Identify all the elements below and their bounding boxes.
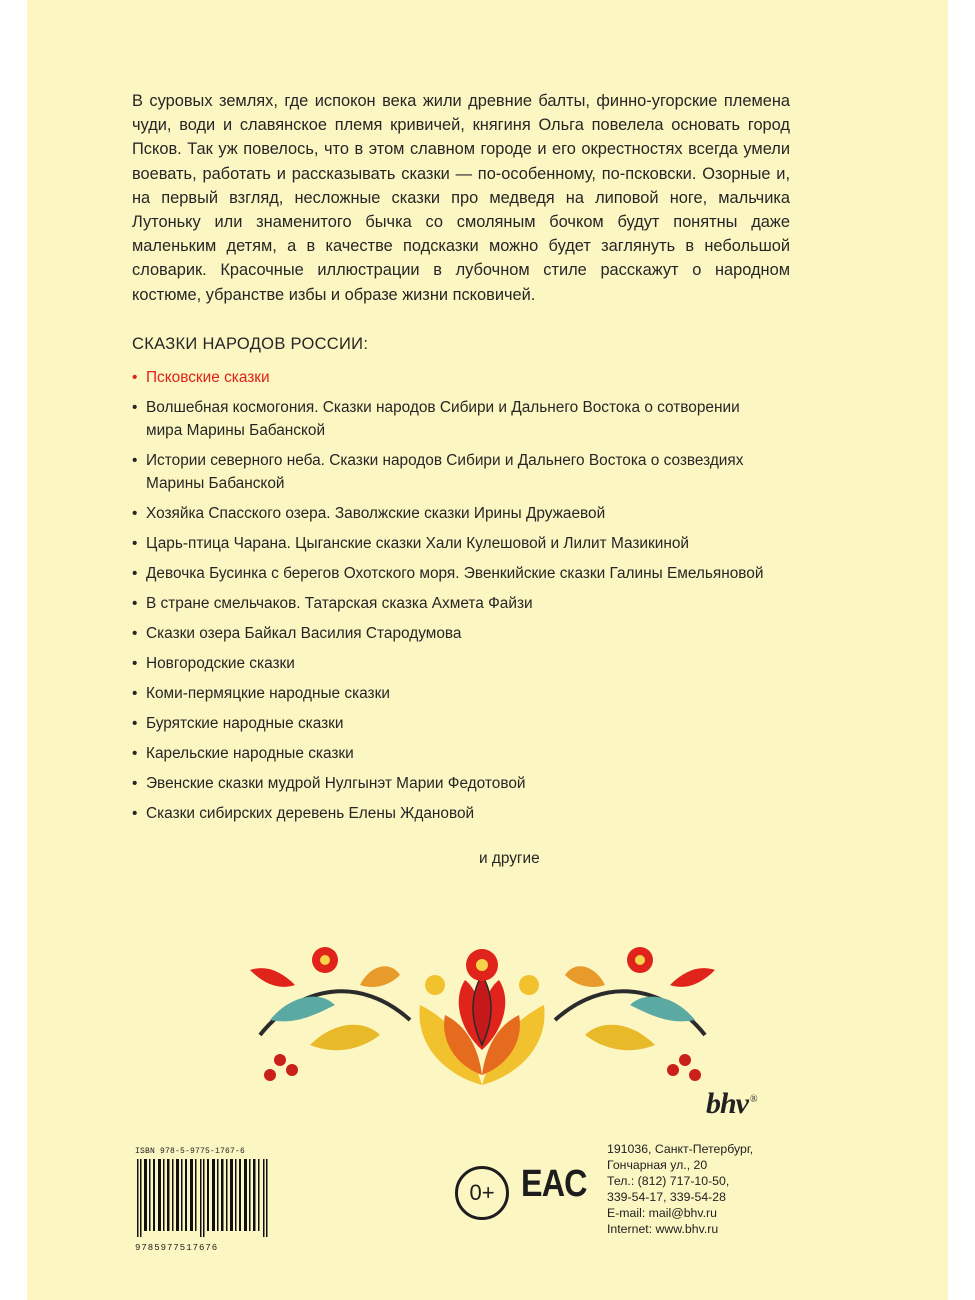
bullet: • bbox=[132, 745, 138, 762]
list-item bbox=[132, 652, 772, 675]
list-item-text: Царь-птица Чарана. Цыганские сказки Хали Кулешовой и Лилит Мазикиной bbox=[146, 535, 690, 552]
bullet: • bbox=[132, 399, 138, 416]
publisher-logo bbox=[706, 1087, 757, 1121]
bullet: • bbox=[132, 505, 138, 522]
list-item bbox=[132, 802, 772, 825]
list-item-text: Эвенские сказки мудрой Нулгынэт Марии Федотовой bbox=[146, 775, 526, 792]
logo-text: bhv bbox=[706, 1087, 748, 1120]
barcode-icon bbox=[135, 1159, 270, 1237]
phone-line: Тел.: (812) 717-10-50, bbox=[607, 1174, 730, 1189]
list-item bbox=[132, 772, 772, 795]
list-item bbox=[132, 502, 772, 525]
bullet: • bbox=[132, 625, 138, 642]
list-item bbox=[132, 532, 772, 555]
bullet: • bbox=[132, 775, 138, 792]
bullet: • bbox=[132, 535, 138, 552]
list-item-text: Новгородские сказки bbox=[146, 655, 295, 672]
list-item bbox=[132, 449, 772, 495]
eac-mark-icon: EAC bbox=[521, 1163, 587, 1205]
annotation-paragraph: В суровых землях, где испокон века жили древние балты, финно-угорские племена чуди, води и славянское племя кривичей, княгиня Ольга повелела основать город Псков. Так уж повелось, что в этом славном городе и его окрестностях всегда умели воевать, работать и рассказывать сказки — по-особенному, по-псковски. Озорные и, на первый взгляд, несложные сказки про медведя на липовой ноге, мальчика Лутоньку или знаменитого бычка со смоляным бочком будут понятны даже маленьким детям, а в качестве подсказки можно будет заглянуть в небольшой словарик. Красочные иллюстрации в лубочном стиле расскажут о народном костюме, убранстве избы и образе жизни псковичей. bbox=[132, 92, 790, 304]
publisher-contacts bbox=[607, 1141, 753, 1238]
list-item bbox=[132, 622, 772, 645]
address-line: 191036, Санкт-Петербург, bbox=[607, 1142, 754, 1156]
list-item-text: Бурятские народные сказки bbox=[146, 715, 344, 732]
annotation-text bbox=[132, 89, 790, 307]
bullet: • bbox=[132, 595, 138, 612]
bullet: • bbox=[132, 655, 138, 672]
folk-ornament-icon bbox=[240, 925, 725, 1090]
email-line: E-mail: mail@bhv.ru bbox=[607, 1206, 717, 1221]
list-item bbox=[132, 682, 772, 705]
list-item bbox=[132, 712, 772, 735]
address-line: Гончарная ул., 20 bbox=[607, 1158, 708, 1173]
list-item-text: Истории северного неба. Сказки народов Сибири и Дальнего Востока о созвездиях Марины Бабанской bbox=[146, 452, 744, 492]
bullet: • bbox=[132, 685, 138, 702]
and-others-text: и другие bbox=[479, 850, 540, 867]
bullet: • bbox=[132, 369, 138, 386]
age-rating-badge: 0+ bbox=[455, 1166, 509, 1220]
list-item bbox=[132, 742, 772, 765]
series-list bbox=[132, 366, 772, 832]
list-item-text: Девочка Бусинка с берегов Охотского моря. Эвенкийские сказки Галины Емельяновой bbox=[146, 565, 764, 582]
list-item bbox=[132, 562, 772, 585]
barcode-digits: 9785977517676 bbox=[135, 1243, 219, 1253]
list-item-text: Карельские народные сказки bbox=[146, 745, 354, 762]
list-item bbox=[132, 592, 772, 615]
list-item bbox=[132, 396, 772, 442]
bullet: • bbox=[132, 452, 138, 469]
bullet: • bbox=[132, 715, 138, 732]
list-item-text: В стране смельчаков. Татарская сказка Ахмета Файзи bbox=[146, 595, 533, 612]
website-line: Internet: www.bhv.ru bbox=[607, 1222, 719, 1237]
list-item-text: Коми-пермяцкие народные сказки bbox=[146, 685, 390, 702]
phone-line: 339-54-17, 339-54-28 bbox=[607, 1190, 726, 1205]
bullet: • bbox=[132, 805, 138, 822]
list-item bbox=[132, 366, 772, 389]
list-item-text: Волшебная космогония. Сказки народов Сибири и Дальнего Востока о сотворении мира Марины Бабанской bbox=[146, 399, 740, 439]
list-item-text: Сказки озера Байкал Василия Стародумова bbox=[146, 625, 462, 642]
isbn-text: ISBN 978-5-9775-1767-6 bbox=[135, 1147, 246, 1156]
list-item-text: Сказки сибирских деревень Елены Ждановой bbox=[146, 805, 475, 822]
isbn-block bbox=[135, 1147, 270, 1253]
registered-mark: ® bbox=[750, 1094, 757, 1105]
list-item-text: Псковские сказки bbox=[146, 369, 270, 386]
bullet: • bbox=[132, 565, 138, 582]
series-title: СКАЗКИ НАРОДОВ РОССИИ: bbox=[132, 335, 369, 353]
list-item-text: Хозяйка Спасского озера. Заволжские сказки Ирины Дружаевой bbox=[146, 505, 606, 522]
